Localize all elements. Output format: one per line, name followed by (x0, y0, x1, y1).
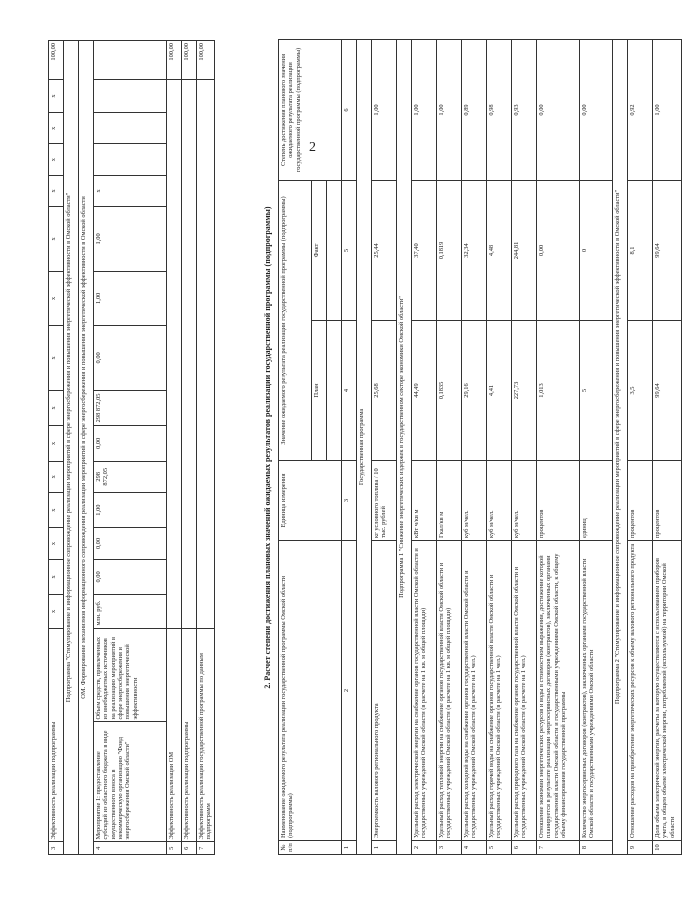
page-number: 2 (309, 140, 316, 155)
table-row: 4 Мероприятие 1: предоставление субсидий из областного бюджета в виде имущественного взноса в некоммерческую организацию "Фонд энергосбережения Омской области" Объем средств, привлеченных из внебюджетных источников на реализацию мероприятий в сфере энергосбережения и повышения энергетической эффективности млн. руб. 0,00 0,00 1,00 298 872,05 0,00 298 872,05 0,00 1,00 1,00 x (94, 41, 167, 855)
table-row: 3 Эффективность реализации подпрограммы x x x x x x x x x x x x x x 100,00 (49, 41, 64, 855)
header-value: Значение ожидаемого результата реализации государственной программы (подпрограммы) (279, 180, 312, 460)
measure-label: Мероприятие 1: предоставление субсидий из областного бюджета в виде имущественного взноса в некоммерческую организацию "Фонд энергосбережения Омской области" (94, 722, 167, 842)
table-row (613, 39, 628, 854)
table-row: 10 Доля объема электрической энергии, расчеты за которую осуществляются с использованием приборов учета, в общем объеме электрической энергии, потребляемой (используемой) на территории Омской области процентов 99,64 99,64 1,00 (653, 39, 682, 854)
table-row: 7 Эффективность реализации государственной программы по данным подпрограмм 100,00 (197, 41, 215, 855)
table-row: 5 Эффективность реализации ОМ 100,00 (167, 41, 182, 855)
table-header (279, 39, 312, 854)
header-name: Наименование ожидаемого результата реализации государственной программы Омской области (подпрограммы) (279, 541, 342, 841)
subprogram-1-title: Подпрограмма 1 "Снижение энергетических издержек в государственном секторе экономики Омской области" (397, 39, 412, 854)
efficiency-table (48, 40, 215, 855)
table-row: 1 Энергоемкость валового регионального продукта кг условного топлива / 10 тыс. рублей 25,68 25,44 1,00 (372, 39, 397, 854)
header-num: № п/п (279, 841, 342, 855)
gp-title: Государственная программа (357, 39, 372, 854)
table-row: 3 Удельный расход тепловой энергии на снабжение органов государственной власти Омской области и государственных учреждений Омской области (в расчете на 1 кв. м общей площади) Гкал/кв м 0,1835 0,1819 1,00 (437, 39, 462, 854)
table-row: 8 Количество энергосервисных договоров (контрактов), заключенных органами государственной власти Омской области и государственными учреждениями Омской области единиц 5 0 0,00 (580, 39, 613, 854)
results-table (278, 39, 682, 855)
row-label: Эффективность реализации подпрограммы (49, 628, 64, 842)
header-plan: План (312, 321, 327, 461)
table-row: 4 Удельный расход холодной воды на снабжение органов государственной власти Омской области и государственных учреждений Омской области (в расчете на 1 чел.) куб м/чел. 29,16 32,34 0,89 (462, 39, 487, 854)
table-row (357, 39, 372, 854)
table-row: 6 Удельный расход природного газа на снабжение органов государственной власти Омской области и государственных учреждений Омской области (в расчете на 1 чел.) куб м/чел. 227,73 244,81 0,93 (512, 39, 537, 854)
table-row: 5 Удельный расход горячей воды на снабжение органов государственной власти Омской области и государственных учреждений Омской области (в расчете на 1 чел.) куб м/чел. 4,41 4,48 0,98 (487, 39, 512, 854)
efficiency-value: 100,00 (49, 41, 64, 80)
indicator-label: Объем средств, привлеченных из внебюджетных источников на реализацию мероприятий в сфере энергосбережения и повышения энергетической эффективности (94, 628, 167, 722)
subprogram-2-title: Подпрограмма 2 "Стимулирование и информационное сопровождение реализации мероприятий в сфере энергосбережения и повышения энергетической эффективности в Омской области" (613, 39, 628, 854)
table-row (64, 41, 79, 855)
table-row: 9 Отношение расходов на приобретение энергетических ресурсов к объему валового регионального продукта процентов 3,5 8,1 0,92 (628, 39, 653, 854)
table-row: 2 Удельный расход электрической энергии на снабжение органов государственной власти Омской области и государственных учреждений Омской области (в расчете на 1 кв. м общей площади) кВт ч/кв м 44,49 37,40 1,00 (412, 39, 437, 854)
unit: млн. руб. (94, 595, 167, 628)
row-number: 3 (49, 842, 64, 855)
rotated-page-content (48, 40, 676, 855)
table-row: 6 Эффективность реализации подпрограммы 100,00 (182, 41, 197, 855)
section-2-title: 2. Расчет степени достижения плановых значений ожидаемых результатов реализации государственной программы (подпрограммы) (263, 206, 272, 689)
column-numbers: 1 2 3 4 5 6 (342, 39, 357, 854)
om-title: ОМ. Формирование механизмов информационного сопровождения реализации мероприятий в сфере энергосбережения и повышения энергетической эффективности в Омской области (79, 41, 94, 855)
table-row (79, 41, 94, 855)
header-unit: Единица измерения (279, 461, 342, 541)
table-row (397, 39, 412, 854)
table-row: 7 Отношение экономии энергетических ресурсов и воды в стоимостном выражении, достижение которой планируется в результате реализации энергосервисных договоров (контрактов), заключенных органами государственной власти Омской области и государственными учреждениями Омской области, к общему объему финансирования государственной программы процентов 1,013 0,00 0,00 (537, 39, 580, 854)
header-degree: Степень достижения планового значения ожидаемого результата реализации государственной программы (подпрограммы) (279, 39, 342, 180)
header-fact: Факт (312, 180, 327, 320)
subprogram-title: Подпрограмма "Стимулирование и информационное сопровождение реализации мероприятий в сфере энергосбережения и повышения энергетической эффективности в Омской области" (64, 41, 79, 855)
